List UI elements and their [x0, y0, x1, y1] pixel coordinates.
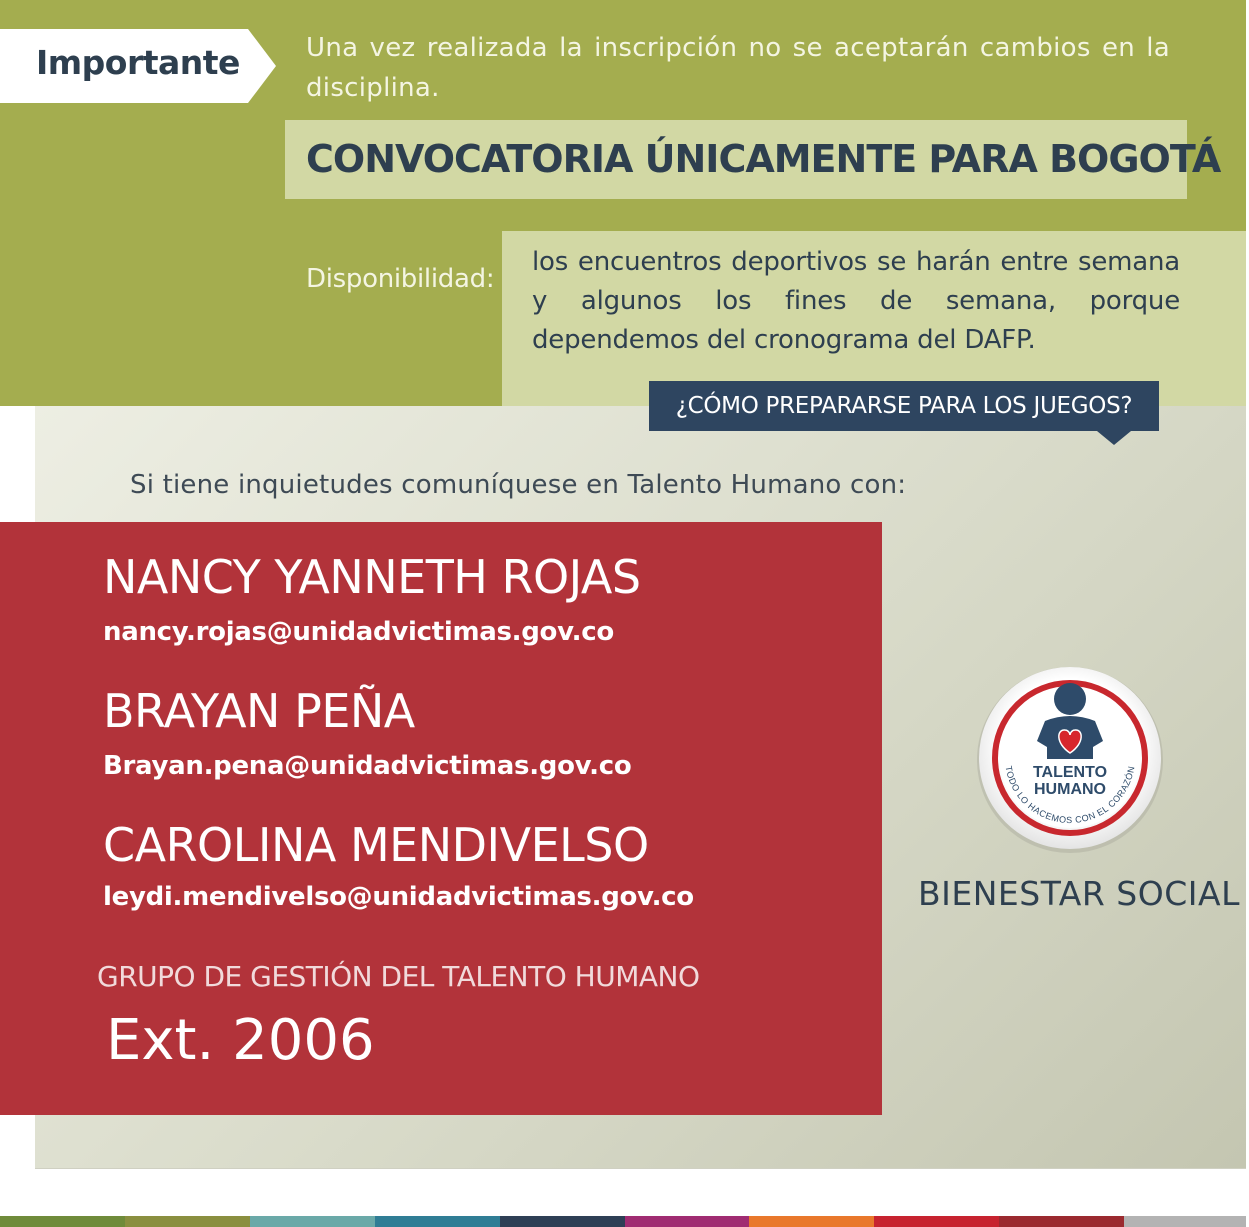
bienestar-social-label: BIENESTAR SOCIAL	[918, 874, 1240, 913]
contact-name-2: BRAYAN PEÑA	[103, 684, 415, 738]
footer-color-strip	[0, 1216, 1249, 1227]
availability-text: los encuentros deportivos se harán entre semana y algunos los fines de semana, porque dependemos del cronograma del DAFP.	[532, 247, 1180, 355]
footer-color-segment	[125, 1216, 250, 1227]
logo-slogan: TODO LO HACEMOS CON EL CORAZÓN	[1003, 765, 1137, 826]
contact-email-1[interactable]: nancy.rojas@unidadvictimas.gov.co	[103, 617, 614, 647]
footer-color-segment	[749, 1216, 874, 1227]
phone-extension: Ext. 2006	[106, 1008, 375, 1073]
contact-name-1: NANCY YANNETH ROJAS	[103, 550, 641, 604]
how-to-prepare-button[interactable]	[649, 381, 1159, 431]
footer-color-segment	[0, 1216, 125, 1227]
footer-color-segment	[625, 1216, 750, 1227]
contact-email-3[interactable]: leydi.mendivelso@unidadvictimas.gov.co	[103, 882, 694, 912]
footer-color-segment	[874, 1216, 999, 1227]
important-message: Una vez realizada la inscripción no se aceptarán cambios en la disciplina.	[306, 33, 1170, 103]
talento-humano-logo	[975, 663, 1165, 853]
convocatoria-heading: CONVOCATORIA ÚNICAMENTE PARA BOGOTÁ	[306, 137, 1221, 181]
convocatoria-box	[285, 120, 1221, 199]
contact-name-3: CAROLINA MENDIVELSO	[103, 818, 649, 872]
important-tag	[0, 29, 248, 103]
inquiry-text: Si tiene inquietudes comuníquese en Talento Humano con:	[130, 470, 907, 500]
group-name: GRUPO DE GESTIÓN DEL TALENTO HUMANO	[97, 960, 700, 993]
logo-line-2: HUMANO	[1034, 781, 1106, 798]
footer-color-segment	[375, 1216, 500, 1227]
logo-line-1: TALENTO	[1032, 764, 1108, 781]
person-head-icon	[1054, 683, 1086, 715]
availability-box	[502, 231, 1246, 406]
footer-color-segment	[500, 1216, 625, 1227]
how-to-prepare-label: ¿CÓMO PREPARARSE PARA LOS JUEGOS?	[675, 393, 1133, 419]
footer-color-segment	[1124, 1216, 1249, 1227]
availability-label: Disponibilidad:	[306, 264, 495, 294]
footer-color-segment	[999, 1216, 1124, 1227]
contact-email-2[interactable]: Brayan.pena@unidadvictimas.gov.co	[103, 751, 632, 781]
important-label: Importante	[36, 43, 240, 82]
footer-color-segment	[250, 1216, 375, 1227]
